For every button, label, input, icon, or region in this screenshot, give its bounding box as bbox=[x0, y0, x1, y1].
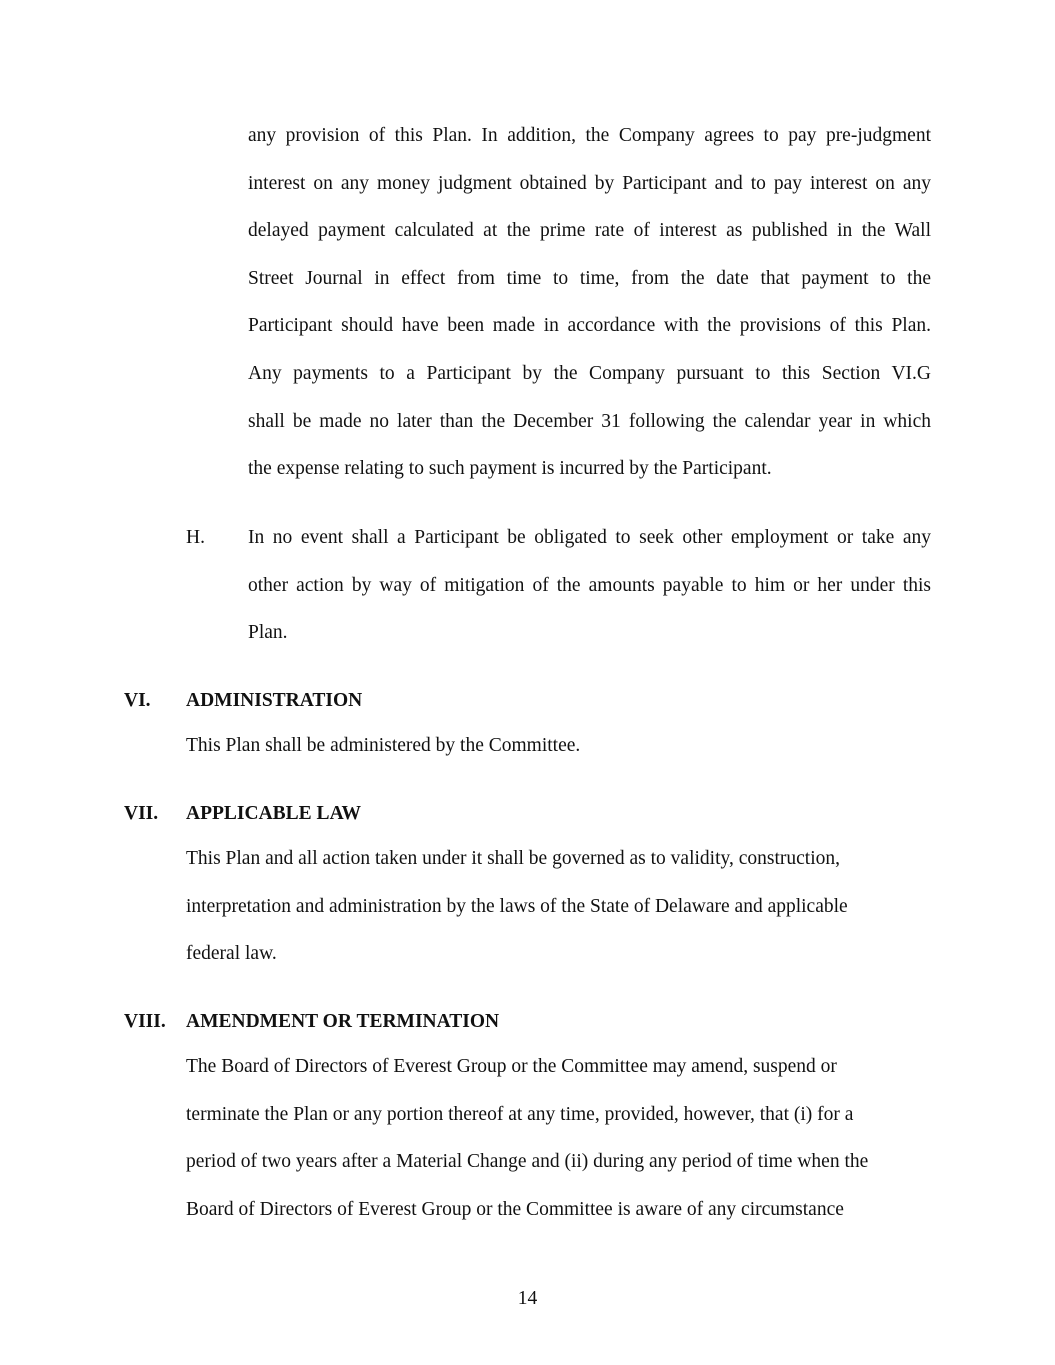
section-vii-heading: APPLICABLE LAW bbox=[186, 803, 361, 824]
item-h-marker: H. bbox=[186, 527, 205, 548]
paragraph-line: delayed payment calculated at the prime rate of interest as published in the Wall bbox=[248, 220, 931, 242]
paragraph-line: interest on any money judgment obtained by Participant and to pay interest on any bbox=[248, 172, 931, 194]
paragraph-line: federal law. bbox=[186, 943, 277, 965]
section-viii-number: VIII. bbox=[124, 1011, 166, 1032]
paragraph-line: interpretation and administration by the laws of the State of Delaware and applicable bbox=[186, 895, 848, 917]
paragraph-line: In no event shall a Participant be obligated to seek other employment or take any bbox=[248, 527, 931, 548]
paragraph-line: period of two years after a Material Change and (ii) during any period of time when the bbox=[186, 1151, 869, 1173]
item-h-paragraph bbox=[248, 514, 931, 657]
paragraph-line: Street Journal in effect from time to time, from the date that payment to the bbox=[248, 267, 931, 289]
paragraph-line: The Board of Directors of Everest Group or the Committee may amend, suspend or bbox=[186, 1056, 837, 1077]
section-vii-body bbox=[186, 835, 931, 978]
section-vi-heading: ADMINISTRATION bbox=[186, 690, 363, 711]
paragraph-line: Any payments to a Participant by the Company pursuant to this Section VI.G bbox=[248, 362, 931, 384]
section-vii-number: VII. bbox=[124, 803, 159, 824]
section-g-continuation-paragraph bbox=[248, 112, 931, 493]
paragraph-line: Board of Directors of Everest Group or the Committee is aware of any circumstance bbox=[186, 1198, 844, 1220]
paragraph-line: This Plan and all action taken under it shall be governed as to validity, construction, bbox=[186, 848, 840, 869]
section-viii-body bbox=[186, 1043, 931, 1233]
paragraph-line: This Plan shall be administered by the Committee. bbox=[186, 735, 581, 756]
section-viii-heading: AMENDMENT OR TERMINATION bbox=[186, 1011, 500, 1032]
paragraph-line: any provision of this Plan. In addition, the Company agrees to pay pre-judgment bbox=[248, 125, 931, 146]
paragraph-line: other action by way of mitigation of the amounts payable to him or her under this bbox=[248, 574, 931, 596]
paragraph-line: shall be made no later than the December 31 following the calendar year in which bbox=[248, 410, 931, 432]
paragraph-line: Participant should have been made in accordance with the provisions of this Plan. bbox=[248, 315, 931, 337]
paragraph-line: terminate the Plan or any portion thereof at any time, provided, however, that (i) for a bbox=[186, 1103, 854, 1125]
section-vi-number: VI. bbox=[124, 690, 151, 711]
section-vi-body bbox=[186, 722, 931, 770]
page-number: 14 bbox=[517, 1288, 538, 1309]
paragraph-line: the expense relating to such payment is incurred by the Participant. bbox=[248, 458, 772, 480]
paragraph-line: Plan. bbox=[248, 622, 288, 644]
